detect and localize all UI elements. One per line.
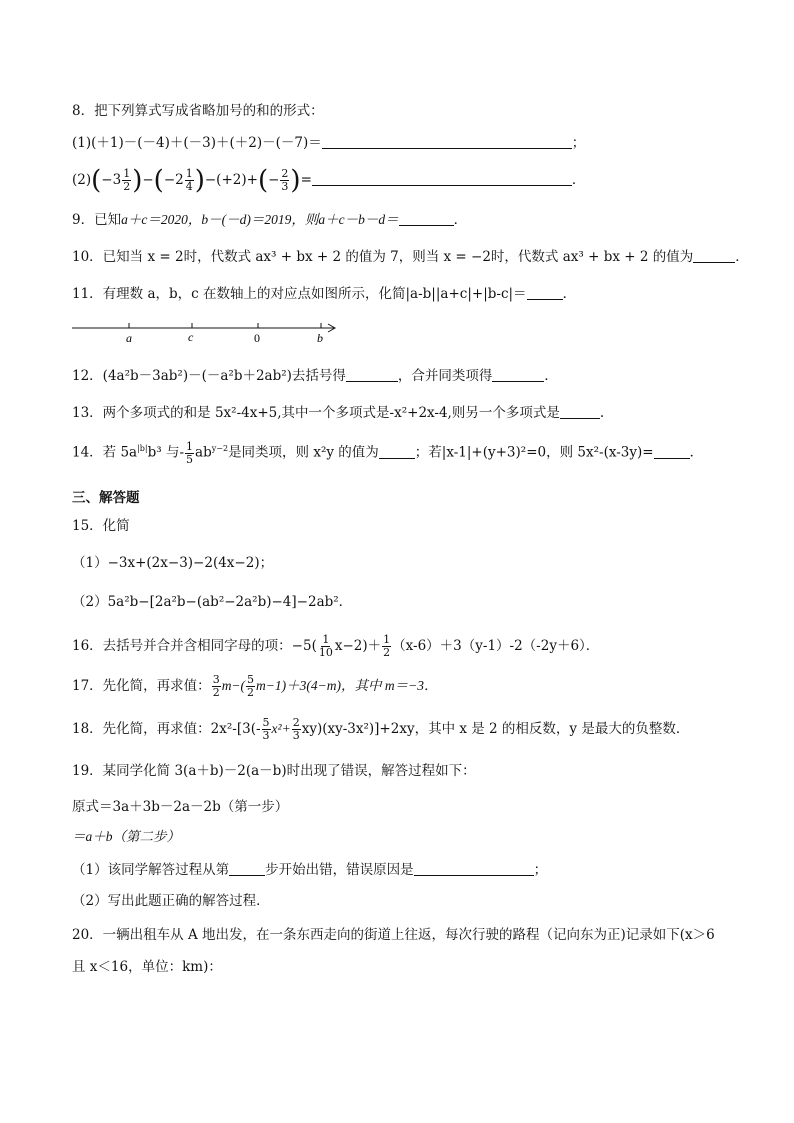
q19-blank-2[interactable] <box>414 861 534 876</box>
q19: 19．某同学化简 3(a＋b)－2(a－b)时出现了错误，解答过程如下： <box>72 763 476 779</box>
q8-part1-blank[interactable] <box>322 134 572 149</box>
label-b: b <box>317 331 323 345</box>
q12: 12．(4a²b－3ab²)－(－a²b＋2ab²)去括号得 ，合并同类项得 ． <box>72 368 558 384</box>
q20-line1: 20．一辆出租车从 A 地出发，在一条东西走向的街道上往返，每次行驶的路程（记向东为正)记录如下(x＞6 <box>72 927 715 943</box>
q14-blank-2[interactable] <box>654 444 690 459</box>
q10-blank[interactable] <box>693 248 735 263</box>
q19-blank-1[interactable] <box>229 861 265 876</box>
q8-stem: 8．把下列算式写成省略加号的和的形式： <box>72 103 324 119</box>
section-title: 三、解答题 <box>72 490 140 506</box>
q11: 11．有理数 a，b，c 在数轴上的对应点如图所示，化简|a-b||a+c|+|b-c|＝ ． <box>72 286 577 302</box>
q10: 10．已知当 x = 2时，代数式 ax³ + bx + 2 的值为 7，则当 x = −2时，代数式 ax³ + bx + 2 的值为 ． <box>72 249 749 265</box>
q13-blank[interactable] <box>560 404 600 419</box>
q14: 14．若 $5a^{|b|}b^3$ 与- $\frac{1}{5}$ $ab^{y-2}$是同类项，则 x²y 的值为 ；若|x-1|+(y+3)²=0，则 5x²-(x-3y)= ． <box>72 439 704 466</box>
number-line <box>72 316 342 348</box>
q14-blank-1[interactable] <box>379 444 415 459</box>
label-a: a <box>126 331 132 345</box>
q9-blank[interactable] <box>399 211 454 226</box>
q19-part2: （2）写出此题正确的解答过程． <box>72 893 270 909</box>
q9: 9．已知a＋c＝2020，b－(－d)＝2019，则a＋c－b－d＝ ． <box>72 212 468 228</box>
q17: 17．先化简，再求值： $\frac{3}{2}$ m−( $\frac{5}{2}$ m−1)＋3(4−m)，其中 m＝−3． <box>72 673 438 699</box>
q8-part2-blank[interactable] <box>312 171 572 186</box>
q12-blank-2[interactable] <box>492 367 544 382</box>
q12-blank-1[interactable] <box>346 367 398 382</box>
q19-step1: 原式＝3a＋3b－2a－2b（第一步） <box>72 799 289 815</box>
q15-part1: （1）−3x+(2x−3)−2(4x−2)； <box>72 555 274 571</box>
q15-title: 15．化简 <box>72 518 130 534</box>
label-0: 0 <box>254 331 260 345</box>
q20-line2: 且 x＜16，单位：km)： <box>72 959 222 975</box>
q8-part2: (2)(−3 $\frac{1}{2}$ )−(−2 $\frac{1}{4}$ )−(+2)+(− $\frac{2}{3}$ )= ． <box>72 165 586 196</box>
label-c: c <box>188 330 194 344</box>
q16: 16．去括号并合并含相同字母的项：−5( $\frac{1}{10}$ x−2)＋ $\frac{1}{2}$ （x-6）＋3（y-1）-2（-2y＋6）． <box>72 633 600 659</box>
q11-blank[interactable] <box>527 285 563 300</box>
q19-part1: （1）该同学解答过程从第 步开始出错，错误原因是 ； <box>72 862 548 878</box>
q19-step2: ＝a＋b（第二步） <box>72 829 180 844</box>
q13: 13．两个多项式的和是 5x²-4x+5,其中一个多项式是-x²+2x-4,则另一个多项式是 . <box>72 405 605 421</box>
q8-part1: (1)(＋1)－(－4)＋(－3)＋(＋2)－(－7)＝ ； <box>72 135 586 151</box>
q18: 18．先化简，再求值：2x²-[3(- $\frac{5}{3}$ x²+ $\frac{2}{3}$ xy)(xy-3x²)]+2xy，其中 x 是 2 的相反数，y 是最大的负整数． <box>72 716 690 742</box>
q15-part2: （2）5a²b−[2a²b−(ab²−2a²b)−4]−2ab²． <box>72 594 353 610</box>
